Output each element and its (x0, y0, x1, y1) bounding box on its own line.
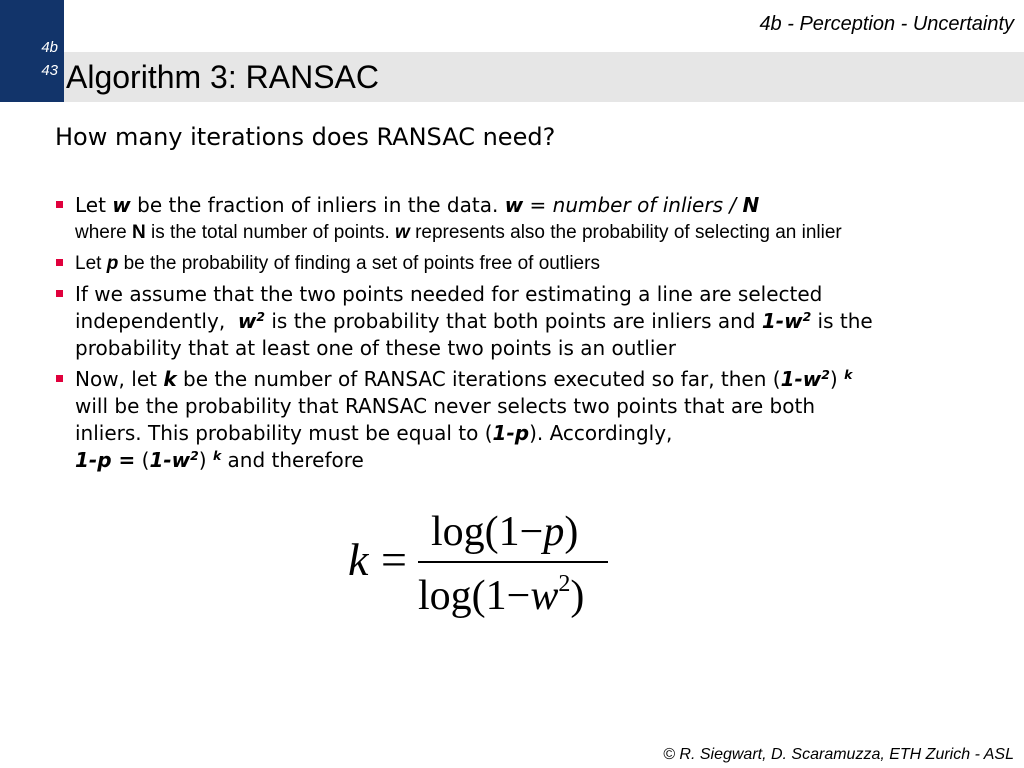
bullet-line: inliers. This probability must be equal to (1-p). Accordingly, (75, 421, 673, 445)
copyright-footer: © R. Siegwart, D. Scaramuzza, ETH Zurich - ASL (663, 746, 1014, 763)
bullet-item-independence (75, 281, 1005, 362)
bullet-line: Let p be the probability of finding a set of points free of outliers (75, 253, 600, 274)
bullet-item-inlier-fraction (75, 192, 1005, 246)
chapter-label: 4b (41, 39, 58, 56)
bullet-line: Now, let k be the number of RANSAC iterations executed so far, then $(1-w^2)$ $^k$ (75, 367, 853, 391)
bullet-item-iterations (75, 366, 1005, 474)
question-heading: How many iterations does RANSAC need? (55, 123, 556, 151)
ransac-iterations-formula (348, 505, 618, 625)
formula-equals: = (381, 534, 407, 585)
formula-numerator: log(1−p) (431, 509, 579, 555)
fraction-bar (418, 561, 608, 563)
bullet-line: probability that at least one of these two points is an outlier (75, 336, 676, 360)
bullet-line: independently, $w^2$ is the probability that both points are inliers and $1-w^2$ is the (75, 309, 873, 333)
bullet-subline: where N is the total number of points. w represents also the probability of selecting an inlier (75, 222, 842, 243)
bullet-line: Let w be the fraction of inliers in the data. w = number of inliers / N (75, 193, 760, 217)
bullet-line: $1-p = (1-w^2)$ $^k$ and therefore (75, 448, 364, 472)
bullet-line: If we assume that the two points needed for estimating a line are selected (75, 282, 823, 306)
formula-lhs: k (348, 534, 369, 585)
bullet-list (75, 192, 1005, 478)
formula-denominator: $\log(1-w^2)$ (418, 571, 585, 619)
bullet-item-probability-p (75, 250, 1005, 277)
page-number: 43 (41, 62, 58, 79)
slide-title: Algorithm 3: RANSAC (66, 59, 379, 95)
section-label: 4b - Perception - Uncertainty (759, 13, 1014, 35)
slide-number-block (0, 0, 64, 102)
bullet-line: will be the probability that RANSAC never selects two points that are both (75, 394, 816, 418)
